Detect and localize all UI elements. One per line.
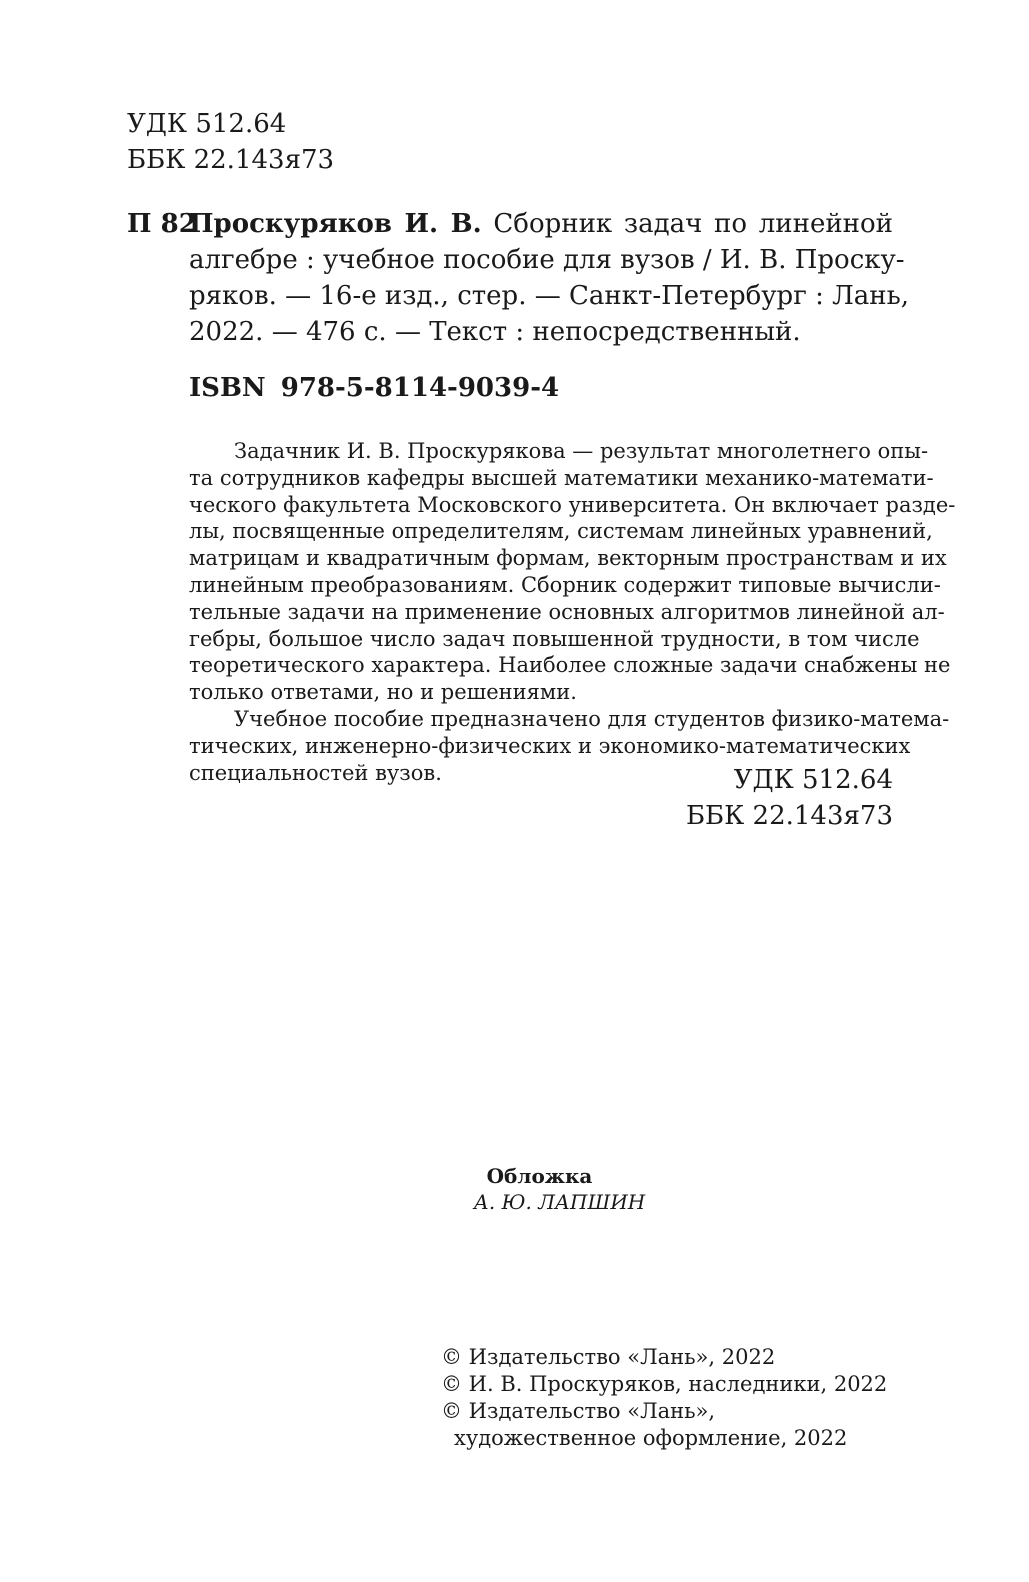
annotation-line: специальностей вузов. — [189, 760, 442, 785]
bbk-code: ББК 22.143я73 — [685, 801, 893, 831]
cover-designer: А. Ю. ЛАПШИН — [473, 1190, 646, 1214]
classification-codes-bottom — [686, 762, 893, 834]
annotation-line: тельные задачи на применение основных алгоритмов линейной ал- — [189, 599, 945, 624]
biblio-line: алгебре : учебное пособие для вузов / И. В. Проску- — [189, 245, 905, 275]
copyright-line: © Издательство «Лань», — [441, 1399, 716, 1423]
annotation-line: тических, инженерно-физических и экономико-математических — [189, 733, 911, 758]
classification-codes-top — [127, 106, 334, 178]
udk-code: УДК 512.64 — [733, 765, 893, 795]
bbk-code: ББК 22.143я73 — [127, 145, 335, 175]
author-mark: П 82 — [127, 209, 197, 239]
copyright-line: художественное оформление, 2022 — [454, 1426, 848, 1450]
annotation-line: Задачник И. В. Проскурякова — результат многолетнего опы- — [234, 439, 929, 463]
isbn: ISBN 978-5-8114-9039-4 — [189, 373, 560, 403]
biblio-line: ряков. — 16-е изд., стер. — Санкт-Петербург : Лань, — [189, 281, 910, 311]
bibliographic-description — [189, 206, 910, 350]
author-name: Проскуряков И. В. — [189, 209, 482, 239]
annotation — [189, 438, 956, 786]
annotation-line: теоретического характера. Наиболее сложные задачи снабжены не — [189, 653, 951, 678]
biblio-line-text: Сборник задач по линейной — [481, 209, 893, 239]
cover-label: Обложка — [486, 1164, 593, 1188]
annotation-line: линейным преобразованиям. Сборник содержит типовые вычисли- — [189, 572, 941, 597]
copyright-line: © И. В. Проскуряков, наследники, 2022 — [441, 1372, 888, 1396]
biblio-line — [189, 206, 893, 242]
udk-code: УДК 512.64 — [127, 109, 287, 139]
annotation-line: Учебное пособие предназначено для студентов физико-матема- — [234, 706, 950, 731]
copyright-line: © Издательство «Лань», 2022 — [441, 1345, 776, 1369]
annotation-line: лы, посвященные определителям, системам линейных уравнений, — [189, 519, 933, 544]
annotation-line: та сотрудников кафедры высшей математики механико-математи- — [189, 465, 934, 490]
cover-credit — [0, 1163, 1029, 1215]
annotation-line: матрицам и квадратичным формам, векторным пространствам и их — [189, 546, 947, 571]
biblio-line: 2022. — 476 с. — Текст : непосредственный. — [189, 317, 801, 347]
copyright-block — [441, 1344, 887, 1452]
annotation-line: только ответами, но и решениями. — [189, 680, 577, 705]
annotation-line: ческого факультета Московского университета. Он включает разде- — [189, 492, 956, 517]
annotation-line: гебры, большое число задач повышенной трудности, в том числе — [189, 626, 920, 651]
